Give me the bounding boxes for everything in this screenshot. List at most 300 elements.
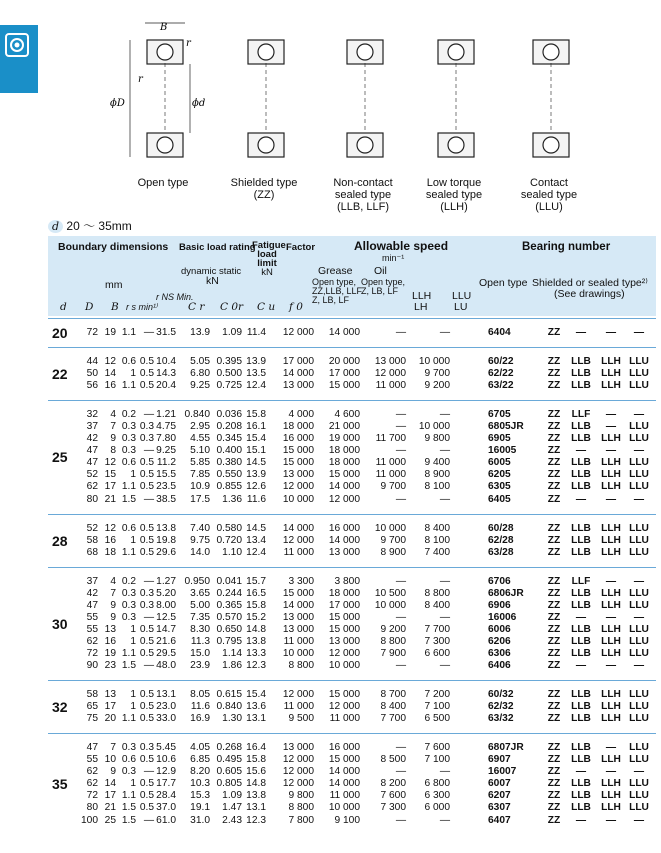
table-cell: 0.605	[216, 766, 242, 778]
table-cell: 7 100	[424, 701, 450, 713]
table-cell: 0.570	[216, 611, 242, 623]
table-cell: LLB	[571, 778, 591, 790]
table-cell: 1	[130, 701, 136, 713]
table-cell: LLB	[571, 689, 591, 701]
shielded-type-drawing	[248, 40, 284, 157]
table-cell: LLU	[629, 534, 649, 546]
table-row	[48, 624, 656, 636]
table-cell: —	[633, 660, 645, 672]
table-cell: LLB	[571, 368, 591, 380]
table-cell: 62	[86, 635, 98, 647]
table-cell: LLU	[629, 457, 649, 469]
table-cell: LLH	[601, 623, 621, 635]
table-cell: LLF	[571, 409, 591, 421]
table-cell: 6307	[488, 802, 511, 814]
table-cell: 0.5	[139, 368, 154, 380]
table-cell: 9 100	[334, 814, 360, 826]
table-cell: 0.5	[139, 534, 154, 546]
table-cell: 10 000	[418, 421, 450, 433]
bore-group	[48, 400, 656, 513]
table-cell: 7 900	[380, 647, 406, 659]
table-cell: 15.2	[246, 611, 266, 623]
table-cell: 16 000	[328, 522, 360, 534]
table-cell: 14	[104, 368, 116, 380]
table-cell: LLU	[629, 742, 649, 754]
table-cell: 11 000	[283, 635, 314, 647]
table-cell: ZZ	[547, 742, 561, 754]
table-row	[48, 380, 656, 392]
table-cell: LLB	[571, 469, 591, 481]
table-cell: 14 000	[328, 766, 360, 778]
table-cell: 0.855	[216, 481, 242, 493]
table-cell: LLU	[629, 623, 649, 635]
table-cell: —	[395, 409, 406, 421]
table-cell: 47	[86, 742, 98, 754]
table-cell: 9 800	[288, 790, 314, 802]
table-cell: 0.3	[139, 742, 154, 754]
table-cell: 12.9	[156, 766, 176, 778]
table-cell: 0.3	[121, 766, 136, 778]
table-cell: 55	[86, 611, 98, 623]
table-cell: 0.3	[139, 599, 154, 611]
table-cell: 16005	[488, 445, 517, 457]
table-cell: LLU	[629, 481, 649, 493]
table-cell: 1.30	[222, 713, 242, 725]
table-cell: —	[395, 575, 406, 587]
table-cell: LLU	[629, 368, 649, 380]
table-cell: 13 000	[282, 380, 314, 392]
table-cell: ZZ	[547, 522, 561, 534]
table-cell: LLB	[571, 790, 591, 802]
table-cell: 0.5	[139, 635, 154, 647]
table-cell: 10 000	[328, 802, 360, 814]
table-cell: 13.6	[246, 701, 266, 713]
table-cell: 14 000	[282, 599, 314, 611]
table-row	[48, 532, 656, 549]
table-cell: 6.80	[190, 368, 210, 380]
table-cell: 0.500	[216, 368, 242, 380]
table-row	[48, 660, 656, 672]
bore-group	[48, 567, 656, 680]
table-row	[48, 356, 656, 368]
table-cell: LLB	[571, 623, 591, 635]
table-cell: LLU	[629, 802, 649, 814]
table-cell: 7 600	[380, 790, 406, 802]
dim-D-label: ϕD	[110, 98, 125, 109]
table-cell: 72	[86, 327, 98, 338]
table-cell: 18 000	[328, 457, 360, 469]
table-cell: 12.6	[246, 481, 266, 493]
table-cell: —	[633, 445, 645, 457]
table-cell: —	[439, 611, 450, 623]
table-row	[48, 409, 656, 421]
table-cell: 7.85	[190, 469, 210, 481]
table-cell: ZZ	[547, 368, 561, 380]
table-cell: 16007	[488, 766, 517, 778]
table-cell: LLU	[629, 380, 649, 392]
table-cell: 1.1	[121, 546, 136, 558]
table-cell: —	[605, 421, 617, 433]
table-cell: 11 000	[375, 457, 406, 469]
table-cell: 0.2	[121, 409, 136, 421]
table-cell: 1.5	[121, 814, 136, 826]
non-contact-sealed-drawing	[347, 40, 383, 157]
table-cell: —	[575, 611, 587, 623]
table-cell: 6007	[488, 778, 511, 790]
table-cell: —	[605, 766, 617, 778]
table-cell: 11.4	[246, 327, 266, 338]
table-cell: 0.041	[216, 575, 242, 587]
table-cell: 10 000	[282, 647, 314, 659]
table-cell: ZZ	[547, 534, 561, 546]
table-row	[48, 576, 656, 588]
table-cell: 13.8	[246, 790, 266, 802]
table-cell: 8 100	[424, 481, 450, 493]
table-cell: 0.380	[216, 457, 242, 469]
table-cell: 6406	[488, 660, 511, 672]
caption-non-contact-sealed: Non-contact sealed type (LLB, LLF)	[333, 177, 393, 213]
table-row	[48, 815, 656, 827]
table-cell: 12.3	[246, 814, 266, 826]
table-cell: 9 800	[424, 433, 450, 445]
table-cell: 8 400	[424, 522, 450, 534]
table-cell: LLB	[571, 599, 591, 611]
table-cell: 6706	[488, 575, 511, 587]
table-cell: 11.6	[190, 701, 210, 713]
table-cell: 1	[130, 635, 136, 647]
table-cell: 29.6	[156, 546, 176, 558]
table-cell: ZZ	[547, 790, 561, 802]
table-cell: 8.30	[190, 623, 210, 635]
table-cell: LLB	[571, 754, 591, 766]
contact-sealed-drawing	[533, 40, 569, 157]
table-cell: 23.9	[190, 660, 210, 672]
table-cell: —	[575, 493, 587, 505]
table-cell: 5.85	[190, 457, 210, 469]
table-cell: 3 300	[288, 575, 314, 587]
table-cell: 15.5	[156, 469, 176, 481]
bore-range-text: 20 ～ 35mm	[66, 219, 132, 233]
table-cell: ZZ	[547, 421, 561, 433]
table-cell: 47	[86, 599, 98, 611]
table-cell: 6205	[488, 469, 511, 481]
table-cell: 19	[104, 327, 116, 338]
table-cell: 13 000	[328, 635, 360, 647]
table-cell: 28.4	[156, 790, 176, 802]
svg-text:r: r	[186, 38, 191, 49]
table-row	[48, 742, 656, 754]
table-cell: 12.4	[246, 380, 266, 392]
table-cell: 11 000	[329, 790, 360, 802]
table-cell: 13.8	[246, 635, 266, 647]
table-cell: 75	[86, 713, 98, 725]
table-cell: 8.05	[190, 689, 210, 701]
table-cell: 1	[130, 778, 136, 790]
table-cell: 100	[81, 814, 98, 826]
table-cell: 6805JR	[488, 421, 524, 433]
bore-range-title	[48, 217, 132, 234]
table-cell: 4	[110, 575, 116, 587]
table-row	[48, 713, 656, 725]
table-cell: 20 000	[328, 356, 360, 368]
table-cell: 0.5	[139, 754, 154, 766]
table-cell: LLU	[629, 701, 649, 713]
table-cell: 38.5	[156, 493, 176, 505]
table-cell: LLB	[571, 802, 591, 814]
table-cell: 12	[104, 457, 116, 469]
table-cell: 8 700	[380, 689, 406, 701]
table-cell: LLH	[601, 546, 621, 558]
table-cell: 15	[104, 469, 116, 481]
table-cell: 14 000	[328, 534, 360, 546]
table-cell: LLU	[629, 356, 649, 368]
table-cell: 13 000	[282, 742, 314, 754]
table-cell: 4.05	[190, 742, 210, 754]
table-cell: 72	[86, 790, 98, 802]
table-cell: 0.5	[139, 522, 154, 534]
table-cell: 10 000	[374, 522, 406, 534]
table-cell: 4.55	[190, 433, 210, 445]
caption-open-type: Open type	[137, 177, 189, 189]
table-cell: 47	[86, 457, 98, 469]
bore-size: 28	[52, 532, 68, 549]
table-cell: 5.00	[190, 599, 210, 611]
table-cell: 10 000	[374, 599, 406, 611]
table-cell: 0.580	[216, 522, 242, 534]
table-cell: 15 000	[282, 445, 314, 457]
table-cell: 14 000	[282, 522, 314, 534]
table-cell: —	[575, 766, 587, 778]
table-cell: 13 000	[374, 356, 406, 368]
table-cell: 14.3	[156, 368, 176, 380]
table-cell: 13.1	[156, 689, 176, 701]
table-cell: 37	[86, 575, 98, 587]
table-cell: 7	[110, 742, 116, 754]
table-cell: 58	[86, 689, 98, 701]
table-cell: 0.950	[184, 575, 210, 587]
table-cell: ZZ	[547, 380, 561, 392]
table-row	[48, 547, 656, 559]
table-cell: 0.2	[121, 575, 136, 587]
table-cell: 18 000	[328, 445, 360, 457]
table-cell: 62	[86, 778, 98, 790]
table-cell: ZZ	[547, 409, 561, 421]
bore-size: 32	[52, 699, 68, 716]
table-cell: LLH	[601, 713, 621, 725]
table-cell: 12	[104, 522, 116, 534]
table-cell: 52	[86, 522, 98, 534]
table-cell: 11 000	[329, 713, 360, 725]
table-cell: 1.1	[121, 713, 136, 725]
table-cell: 9 500	[288, 713, 314, 725]
bore-size: 20	[52, 325, 68, 342]
table-row	[48, 648, 656, 660]
table-cell: LLU	[629, 433, 649, 445]
table-cell: 12 000	[282, 481, 314, 493]
table-cell: 6306	[488, 647, 511, 659]
table-cell: 1.5	[121, 660, 136, 672]
table-cell: 13.8	[156, 522, 176, 534]
table-cell: 20	[104, 713, 116, 725]
table-cell: ZZ	[547, 457, 561, 469]
table-cell: —	[633, 409, 645, 421]
table-cell: 55	[86, 754, 98, 766]
caption-shielded-type: Shielded type (ZZ)	[230, 177, 298, 201]
table-cell: LLH	[601, 647, 621, 659]
table-cell: 13.1	[246, 713, 266, 725]
table-cell: 13	[104, 623, 116, 635]
table-cell: 6807JR	[488, 742, 524, 754]
table-cell: LLB	[571, 356, 591, 368]
table-cell: 14.5	[246, 522, 266, 534]
dim-d-label: ϕd	[192, 98, 206, 109]
table-cell: 5.45	[156, 742, 176, 754]
table-cell: 7.40	[190, 522, 210, 534]
table-cell: ZZ	[547, 493, 561, 505]
table-cell: 19 000	[328, 433, 360, 445]
table-cell: 17 000	[328, 599, 360, 611]
table-cell: 0.244	[216, 587, 242, 599]
table-cell: LLB	[571, 647, 591, 659]
table-cell: 15 000	[328, 689, 360, 701]
table-cell: LLU	[629, 522, 649, 534]
table-cell: 16 000	[328, 742, 360, 754]
table-cell: 11 000	[283, 701, 314, 713]
table-cell: LLU	[629, 778, 649, 790]
table-cell: 8.00	[156, 599, 176, 611]
table-cell: 7	[110, 421, 116, 433]
table-cell: 16.4	[246, 742, 266, 754]
table-cell: 7 200	[424, 689, 450, 701]
table-cell: 0.268	[216, 742, 242, 754]
table-cell: 31.0	[190, 814, 210, 826]
table-cell: —	[395, 327, 406, 338]
table-cell: 32	[86, 409, 98, 421]
table-cell: 56	[86, 380, 98, 392]
table-cell: 1.1	[121, 647, 136, 659]
table-cell: —	[605, 611, 617, 623]
table-cell: 15.4	[246, 433, 266, 445]
table-cell: —	[143, 445, 154, 457]
table-cell: 1	[130, 469, 136, 481]
table-cell: 6 600	[424, 647, 450, 659]
table-cell: LLB	[571, 433, 591, 445]
table-cell: 4 600	[334, 409, 360, 421]
table-cell: —	[143, 575, 154, 587]
table-cell: LLU	[629, 754, 649, 766]
table-cell: ZZ	[547, 481, 561, 493]
table-cell: —	[143, 327, 154, 338]
table-cell: 5.05	[190, 356, 210, 368]
table-cell: 12 000	[282, 534, 314, 546]
table-cell: 18 000	[282, 421, 314, 433]
table-cell: 11 000	[375, 380, 406, 392]
table-cell: 14 000	[328, 778, 360, 790]
table-cell: ZZ	[547, 660, 561, 672]
table-cell: 0.3	[139, 433, 154, 445]
table-cell: ZZ	[547, 469, 561, 481]
table-cell: 17.7	[156, 778, 176, 790]
table-cell: 1.1	[121, 790, 136, 802]
table-cell: 12 000	[328, 647, 360, 659]
table-cell: —	[395, 814, 406, 826]
table-row	[48, 481, 656, 493]
bearing-table-body	[48, 318, 656, 835]
table-cell: 1	[130, 368, 136, 380]
table-cell: 1.10	[222, 546, 242, 558]
table-row	[48, 494, 656, 506]
table-cell: 14	[104, 778, 116, 790]
table-cell: 21	[104, 802, 116, 814]
table-cell: 11 700	[375, 433, 406, 445]
table-cell: 0.805	[216, 778, 242, 790]
table-cell: —	[143, 493, 154, 505]
table-cell: 1.5	[121, 493, 136, 505]
table-cell: 61.0	[156, 814, 176, 826]
table-cell: 1.86	[222, 660, 242, 672]
table-cell: 15 000	[328, 623, 360, 635]
svg-text:r: r	[138, 74, 143, 85]
table-row	[48, 689, 656, 701]
table-cell: 0.5	[139, 790, 154, 802]
table-cell: LLH	[601, 689, 621, 701]
table-cell: 0.400	[216, 445, 242, 457]
table-cell: 6 500	[424, 713, 450, 725]
table-cell: —	[575, 327, 587, 338]
table-cell: 0.840	[184, 409, 210, 421]
table-cell: 25	[104, 814, 116, 826]
table-cell: ZZ	[547, 689, 561, 701]
table-cell: LLB	[571, 380, 591, 392]
bore-size: 30	[52, 615, 68, 632]
table-cell: 7 700	[424, 623, 450, 635]
table-cell: 17	[104, 790, 116, 802]
table-cell: 21 000	[328, 421, 360, 433]
table-cell: 60/28	[488, 522, 514, 534]
table-cell: 0.5	[139, 778, 154, 790]
table-cell: 14.7	[156, 623, 176, 635]
table-cell: 14 000	[328, 327, 360, 338]
table-cell: 0.3	[139, 587, 154, 599]
table-cell: LLU	[629, 689, 649, 701]
table-cell: 13.5	[246, 368, 266, 380]
table-cell: 10.9	[190, 481, 210, 493]
table-cell: 8 900	[380, 546, 406, 558]
bore-size: 25	[52, 449, 68, 466]
table-cell: 0.6	[121, 457, 136, 469]
table-cell: 7 400	[424, 546, 450, 558]
table-cell: LLU	[629, 469, 649, 481]
table-cell: 6806JR	[488, 587, 524, 599]
table-cell: 19.8	[156, 534, 176, 546]
table-cell: 14.8	[246, 623, 266, 635]
table-cell: 6905	[488, 433, 511, 445]
table-cell: 12.5	[156, 611, 176, 623]
table-cell: 23	[104, 660, 116, 672]
table-cell: 15.0	[190, 647, 210, 659]
table-cell: 15 000	[328, 754, 360, 766]
table-cell: ZZ	[547, 433, 561, 445]
table-cell: 23.0	[156, 701, 176, 713]
table-cell: 16.1	[246, 421, 266, 433]
table-cell: LLH	[601, 701, 621, 713]
table-cell: 6006	[488, 623, 511, 635]
table-cell: 15.3	[190, 790, 210, 802]
table-cell: 14.5	[246, 457, 266, 469]
table-cell: LLU	[629, 790, 649, 802]
table-cell: 11.3	[190, 635, 210, 647]
table-cell: 6404	[488, 327, 511, 338]
